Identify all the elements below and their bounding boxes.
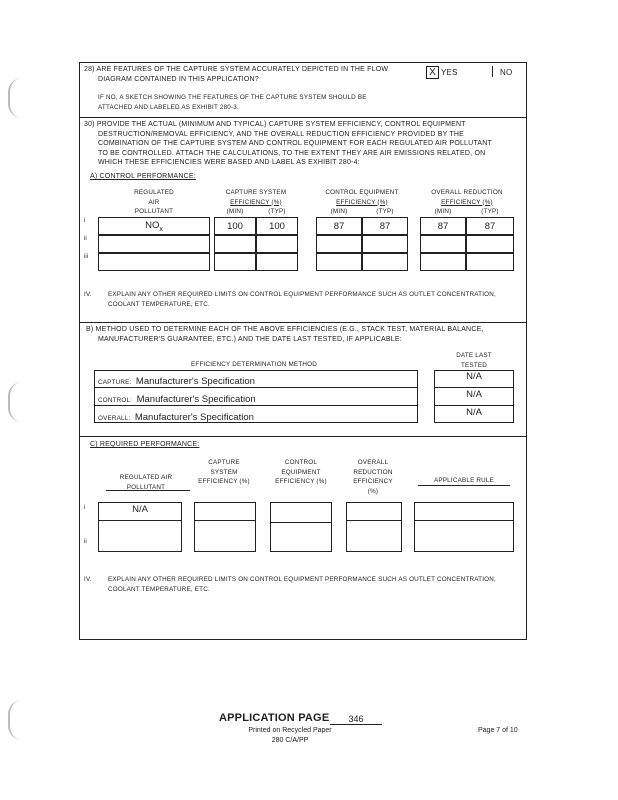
pollutant-cell[interactable]: $NO_x$ <box>98 217 210 235</box>
cap-typ-cell[interactable] <box>256 235 298 253</box>
page-of-label: Page 7 of 10 <box>478 727 518 734</box>
row-label: i <box>84 505 86 511</box>
rule-underline <box>418 485 510 486</box>
row-divider <box>270 522 332 523</box>
cap-typ-cell[interactable] <box>256 253 298 271</box>
no-label: NO <box>500 68 513 77</box>
ovr-min-cell[interactable] <box>420 235 466 253</box>
ovr-min-cell[interactable]: 87 <box>420 217 466 235</box>
yes-checkbox[interactable]: X <box>426 66 439 79</box>
row-label: ii <box>84 236 87 242</box>
section-c-heading: C) REQUIRED PERFORMANCE: <box>90 441 200 448</box>
section-divider <box>79 322 527 323</box>
section-a-heading: A) CONTROL PERFORMANCE: <box>90 173 196 180</box>
q28-question: 28) ARE FEATURES OF THE CAPTURE SYSTEM ACCURATELY DEPICTED IN THE FLOW DIAGRAM CONTAINED IN THIS APPLICATION? <box>84 66 389 83</box>
row-divider <box>346 520 402 521</box>
ctl-min-cell[interactable] <box>316 235 362 253</box>
req-capture-cells[interactable] <box>194 502 256 552</box>
binder-hole-mark <box>8 382 24 422</box>
req-col-pollutant: REGULATED AIR POLLUTANT <box>119 474 173 491</box>
ctl-min-cell[interactable] <box>316 253 362 271</box>
cap-min-cell[interactable]: 100 <box>214 217 256 235</box>
no-checkbox[interactable] <box>492 66 493 77</box>
section-divider <box>79 436 527 437</box>
date-control[interactable]: N/A <box>466 389 482 400</box>
pollutant-underline <box>106 490 190 491</box>
row-divider <box>434 387 514 388</box>
date-col-header: DATE LAST TESTED <box>456 352 492 369</box>
ctl-min-cell[interactable]: 87 <box>316 217 362 235</box>
method-row-overall[interactable]: OVERALL: Manufacturer's Specification <box>98 412 254 423</box>
req-iv-label: IV. <box>84 576 92 583</box>
cap-typ-cell[interactable]: 100 <box>256 217 298 235</box>
req-overall-cells[interactable] <box>346 502 402 552</box>
date-capture[interactable]: N/A <box>466 371 482 382</box>
ctl-typ-cell[interactable] <box>362 253 408 271</box>
req-col-rule: APPLICABLE RULE <box>433 477 495 484</box>
req-pollutant-cell[interactable]: N/A <box>132 504 148 515</box>
ovr-typ-cell[interactable] <box>466 235 514 253</box>
date-overall[interactable]: N/A <box>466 407 482 418</box>
q28-note: IF NO, A SKETCH SHOWING THE FEATURES OF THE CAPTURE SYSTEM SHOULD BE ATTACHED AND LABELED AS EXHIBIT 280-3. <box>98 94 367 111</box>
method-row-control[interactable]: CONTROL: Manufacturer's Specification <box>98 394 256 405</box>
ovr-typ-header: (TYP) <box>481 208 499 215</box>
ctl-min-header: (MIN) <box>330 208 348 215</box>
req-col-capture: CAPTURE SYSTEM EFFICIENCY (%) <box>198 459 250 485</box>
row-label: ii <box>84 539 87 545</box>
form-code: 280 C/A/PP <box>271 737 309 744</box>
ovr-typ-cell[interactable]: 87 <box>466 217 514 235</box>
pollutant-cell[interactable] <box>98 253 210 271</box>
req-col-control: CONTROL EQUIPMENT EFFICIENCY (%) <box>275 459 327 485</box>
ovr-typ-cell[interactable] <box>466 253 514 271</box>
row-divider <box>434 405 514 406</box>
cap-min-header: (MIN) <box>226 208 244 215</box>
recycled-paper-note: Printed on Recycled Paper <box>248 727 332 734</box>
req-iv-explain-text: EXPLAIN ANY OTHER REQUIRED LIMITS ON CONTROL EQUIPMENT PERFORMANCE SUCH AS OUTLET CONCENTRATION, COOLANT TEMPERATURE, ETC. <box>108 576 496 593</box>
ctl-typ-cell[interactable]: 87 <box>362 217 408 235</box>
section-divider <box>79 117 527 118</box>
iv-explain-text: EXPLAIN ANY OTHER REQUIRED LIMITS ON CONTROL EQUIPMENT PERFORMANCE SUCH AS OUTLET CONCENTRATION, COOLANT TEMPERATURE, ETC. <box>108 291 496 308</box>
ctl-typ-header: (TYP) <box>376 208 394 215</box>
col-pollutant-header: REGULATED AIR POLLUTANT <box>134 189 174 215</box>
method-row-capture[interactable]: CAPTURE: Manufacturer's Specification <box>98 376 255 387</box>
req-rule-cells[interactable] <box>414 502 514 552</box>
application-page-number: 346 <box>330 714 382 725</box>
binder-hole-mark <box>8 700 24 740</box>
iv-label: IV. <box>84 291 92 298</box>
cap-typ-header: (TYP) <box>268 208 286 215</box>
row-divider <box>98 520 182 521</box>
row-label: iii <box>84 254 88 260</box>
ovr-min-cell[interactable] <box>420 253 466 271</box>
req-control-cells[interactable] <box>270 502 332 552</box>
ctl-typ-cell[interactable] <box>362 235 408 253</box>
ovr-min-header: (MIN) <box>434 208 452 215</box>
col-overall-header: OVERALL REDUCTION EFFICIENCY (%) <box>431 189 503 206</box>
yes-label: YES <box>441 68 458 77</box>
pollutant-cell[interactable] <box>98 235 210 253</box>
col-capture-header: CAPTURE SYSTEM EFFICIENCY (%) <box>225 189 287 206</box>
application-page-label: APPLICATION PAGE <box>219 712 330 724</box>
cap-min-cell[interactable] <box>214 253 256 271</box>
binder-hole-mark <box>8 78 24 118</box>
method-col-header: EFFICIENCY DETERMINATION METHOD <box>191 361 317 368</box>
row-label: i <box>84 218 86 224</box>
q30-question: 30) PROVIDE THE ACTUAL (MINIMUM AND TYPICAL) CAPTURE SYSTEM EFFICIENCY, CONTROL EQUIPMENT DESTRUCTION/REMOVAL EFFICIENCY, AND THE OVERALL REDUCTION EFFICIENCY PROVIDED BY THE COMBINATION OF THE CAPTURE SYSTEM AND CONTROL EQUIPMENT FOR EACH REGULATED AIR POLLUTANT TO BE CONTROLLED. ATTACH THE CALCULATIONS, TO THE EXTENT THEY ARE AIR EMISSIONS RELATED, ON WHICH THESE EFFICIENCIES WERE BASED AND LABEL AS EXHIBIT 280-4: <box>84 121 492 166</box>
method-question: B) METHOD USED TO DETERMINE EACH OF THE ABOVE EFFICIENCIES (E.G., STACK TEST, MATERIAL BALANCE, MANUFACTURER'S GUARANTEE, ETC.) AND THE DATE LAST TESTED, IF APPLICABLE: <box>86 326 484 343</box>
row-divider <box>194 520 256 521</box>
cap-min-cell[interactable] <box>214 235 256 253</box>
req-col-overall: OVERALL REDUCTION EFFICIENCY (%) <box>353 459 393 495</box>
col-control-header: CONTROL EQUIPMENT EFFICIENCY (%) <box>325 189 399 206</box>
row-divider <box>414 520 514 521</box>
